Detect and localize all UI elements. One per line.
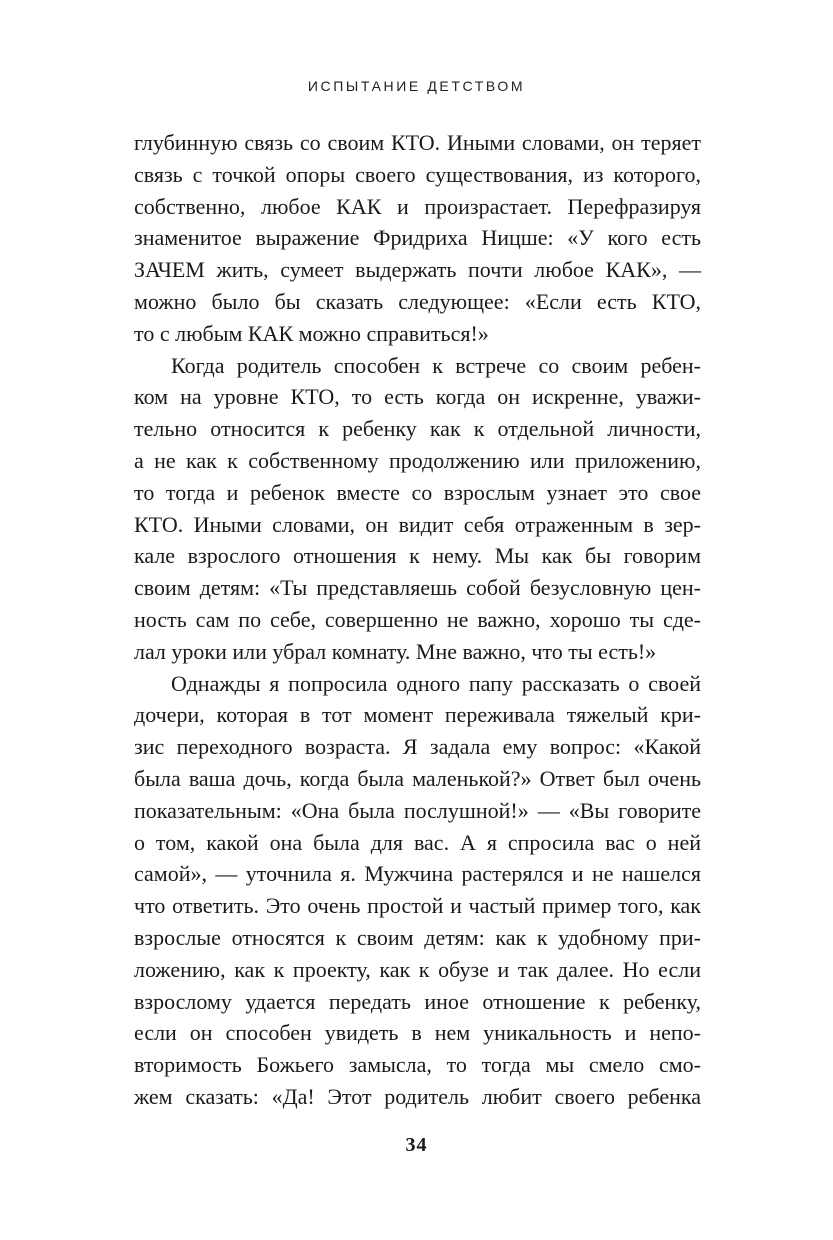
text-line: была ваша дочь, когда была маленькой?» Ответ был очень (134, 765, 701, 791)
text-line: знаменитое выражение Фридриха Ницше: «У кого есть (134, 225, 701, 251)
text-line: кале взрослого отношения к нему. Мы как бы говорим (134, 543, 701, 569)
text-line: взрослому удается передать иное отношение к ребенку, (134, 988, 701, 1014)
text-line: взрослые относятся к своим детям: как к удобному при- (134, 924, 701, 950)
text-line: что ответить. Это очень простой и частый пример того, как (134, 893, 701, 919)
text-line: тельно относится к ребенку как к отдельной личности, (134, 416, 701, 442)
text-line: зис переходного возраста. Я задала ему вопрос: «Какой (134, 734, 701, 760)
text-line: КТО. Иными словами, он видит себя отраженным в зер- (134, 511, 701, 537)
text-line: самой», — уточнила я. Мужчина растерялся и не нашелся (134, 861, 701, 887)
text-line: глубинную связь со своим КТО. Иными словами, он теряет (134, 130, 701, 155)
text-line: вторимость Божьего замысла, то тогда мы смело смо- (134, 1052, 701, 1078)
text-line: связь с точкой опоры своего существования, из которого, (134, 161, 701, 187)
text-line: жем сказать: «Да! Этот родитель любит своего ребенка (134, 1083, 701, 1109)
body-text (134, 127, 701, 1113)
text-line: лал уроки или убрал комнату. Мне важно, что ты есть!» (134, 638, 657, 664)
text-line: то тогда и ребенок вместе со взрослым узнает это свое (134, 479, 701, 505)
text-line: ЗАЧЕМ жить, сумеет выдержать почти любое КАК», — (134, 257, 701, 283)
text-line: ком на уровне КТО, то есть когда он искренне, уважи- (134, 384, 701, 410)
text-line: ность сам по себе, совершенно не важно, хорошо ты сде- (134, 606, 701, 632)
text-line: своим детям: «Ты представляешь собой безусловную цен- (134, 575, 701, 601)
paragraph (134, 668, 701, 1113)
paragraph (134, 350, 701, 668)
text-line: а не как к собственному продолжению или приложению, (134, 447, 701, 473)
text-line: то с любым КАК можно справиться!» (134, 320, 489, 346)
page-number: 34 (405, 1134, 428, 1156)
text-line: о том, какой она была для вас. А я спросила вас о ней (134, 829, 701, 855)
text-line: собственно, любое КАК и произрастает. Перефразируя (134, 193, 701, 219)
text-line: показательным: «Она была послушной!» — «Вы говорите (134, 797, 701, 823)
text-line: Однажды я попросила одного папу рассказать о своей (171, 670, 701, 696)
text-line: если он способен увидеть в нем уникальность и непо- (134, 1020, 701, 1046)
paragraph (134, 127, 701, 350)
running-header: ИСПЫТАНИЕ ДЕТСТВОМ (307, 78, 526, 94)
text-line: Когда родитель способен к встрече со своим ребен- (171, 352, 701, 378)
text-line: можно было бы сказать следующее: «Если есть КТО, (134, 288, 701, 314)
text-line: ложению, как к проекту, как к обузе и так далее. Но если (134, 956, 701, 982)
text-line: дочери, которая в тот момент переживала тяжелый кри- (134, 702, 701, 728)
